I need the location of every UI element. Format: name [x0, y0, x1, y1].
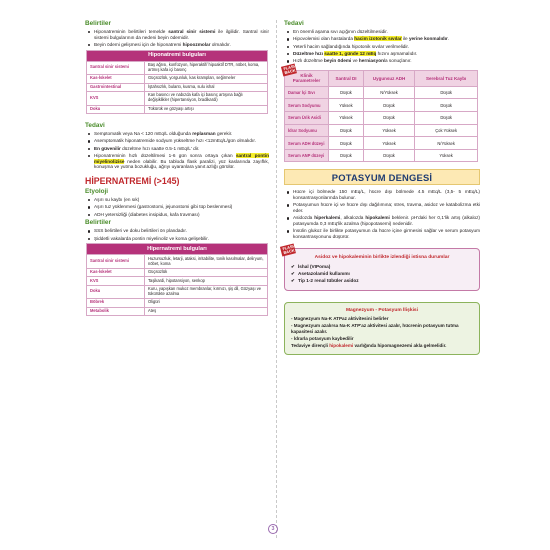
list-item: Beyin ödemi gelişmesi için de hiponatremi hipoozmolar olmalıdır.	[85, 42, 269, 48]
bullet-list	[284, 29, 480, 64]
heading-etyoloji: Etyoloji	[85, 188, 109, 196]
list-item: İnsülin glukoz ile birlikte potasyumun da hücre içine girmesini sağlar ve serum potasyum konsantrasyonunu düşürür.	[284, 228, 480, 239]
box-line: - Magnezyum Na-K ATPaz aktivitesini belirler	[291, 315, 389, 321]
list-item: En önemli aşama sıvı açığının düzeltilmesidir.	[284, 29, 480, 35]
table-row: Metabolik Ateş	[87, 307, 268, 316]
list-item: Hiponatreminin hızlı düzeltilmesi 1-6 gün sonra ortaya çıkan santral pontin miyelinolizise neden olabilir. Bu tabloda flask paralizi, yüz kaslarında zayıflık, konuşma ve yutma bozukluğu, ağrıyı uyaranlara yanıt azlığı görülür.	[85, 153, 269, 170]
table-title: Hiponatremi bulguları	[87, 50, 268, 61]
box-line: Tedaviye dirençli hipokalemi varlığında hipomagnezemi akla gelmelidir.	[291, 342, 447, 348]
magnesium-box-title: Magnezyum - Potasyum İlişkisi	[345, 307, 419, 313]
list-item: En güvenilir düzeltme hızı saatte 0.5-1 mEq/L' dir.	[85, 146, 269, 152]
list-item: ADH yetersizliği (diabetes insipidus, kafa travması)	[85, 212, 269, 218]
bullet-list	[284, 189, 480, 239]
list-item: ✔ Tip 1-2 renal tübüler asidoz	[290, 278, 474, 284]
list-item: Aşırı tuz yüklenmesi (gastrostomi, jejunostomi gibi tüp beslenmesi)	[85, 204, 269, 210]
table-row: Kas-İskelet Güçsüzlük, yorgunluk, kas krampları, seğirmeler	[87, 75, 268, 84]
table-row: Santral sinir sistemi Baş ağrısı, konfüzyon, hiperaktif/ hipoaktif DTR, nöbet, koma, artmış kafa içi basınç	[87, 61, 268, 74]
section-title-hypernatremia: HİPERNATREMİ (>145)	[85, 176, 180, 187]
heading-belirtiler: Belirtiler	[85, 20, 111, 27]
table-header-row: Klinik Parametreler Santral DI Uygunsuz ADH Serebral Tuz Kaybı	[285, 70, 478, 86]
check-list	[290, 264, 474, 284]
bullet-list	[85, 29, 269, 48]
hypernatremia-findings-table	[86, 243, 268, 316]
bullet-list	[85, 131, 269, 170]
list-item: SSS belirtileri ve doku belirtileri ön plandadır.	[85, 228, 269, 234]
comparison-table-wrapper	[282, 63, 480, 163]
flash-back-badge: FLASH BACK	[281, 243, 296, 256]
bullet-list	[85, 197, 269, 217]
table-row: Böbrek Oligüri	[87, 299, 268, 308]
list-item: Asidozda hiperkalemi, alkalozda hipokalemi beklenir. pH'daki her 0,1'lik artış (alkaloz) potasyumda 0,3 mEq'lik azalma (hipopotasemi) nedenidir.	[284, 215, 480, 226]
table-title: Hipernatremi bulguları	[87, 244, 268, 255]
list-item: Aşırı su kaybı (en sık)	[85, 197, 269, 203]
list-item: Hipovolemisi olan hastalarda hacim izotonik sıvılar ile yerine konmalıdır.	[284, 36, 480, 42]
list-item: Yeterli hacim sağlandığında hipotonik sıvılar verilmelidir.	[284, 44, 480, 50]
list-item: Asemptomatik hiponatremide sodyum yükseltme hızı <12mEq/L/gün olmalıdır.	[85, 138, 269, 144]
list-item: Hızlı düzeltme beyin ödemi ve herniasyonla sonuçlanır.	[284, 58, 480, 64]
comparison-table	[284, 70, 478, 163]
table-row: Serum Sodyumu Yüksek Düşük Düşük	[285, 99, 478, 112]
list-item: Düzeltme hızı saatte 1, günde 12 mEq hızını aşmamalıdır.	[284, 51, 480, 57]
exception-box	[281, 243, 480, 291]
heading-tedavi-right: Tedavi	[284, 20, 304, 27]
table-row: Damar İçi Sıvı Düşük N/Yüksek Düşük	[285, 86, 478, 99]
hyponatremia-findings-table	[86, 50, 268, 114]
list-item: Semptomatik veya Na < 120 mEq/L olduğunda replasman gerekir.	[85, 131, 269, 137]
list-item: Potasyumun hücre içi ve hücre dışı dağılımına; stres, travma, asidoz ve katabolizma etki eder.	[284, 202, 480, 213]
list-item: ✔ İshal (VIPoma)	[290, 264, 474, 270]
table-row: Kas-İskelet Güçsüzlük	[87, 268, 268, 277]
bullet-list	[85, 228, 269, 241]
box-line: - Magnezyum azalırsa Na-K ATP'az aktivitesi azalır, hücrenin potasyum tutma kapasitesi azalır.	[291, 322, 459, 334]
right-column	[281, 18, 480, 355]
column-divider	[276, 20, 277, 538]
table-row: Gastrointestinal İştahsızlık, bulantı, kusma, sulu ishal	[87, 83, 268, 92]
potassium-section-banner: POTASYUM DENGESİ	[284, 169, 480, 185]
list-item: ✔ Asetazolamid kullanımı	[290, 271, 474, 277]
table-row: Serum Ürik Asidi Yüksek Düşük Düşük	[285, 112, 478, 125]
table-row: Doku Kuru, yapışkan mukoz membranlar, kırmızı, şiş dil, Gözyaşı ve tükürükte azalma	[87, 285, 268, 298]
flash-back-badge: FLASH BACK	[282, 63, 297, 76]
box-line: - İdrarla potasyum kaybedilir	[291, 335, 354, 341]
magnesium-box	[284, 302, 480, 355]
table-row: Serum ADH düzeyi Düşük Yüksek N/Yüksek	[285, 137, 478, 150]
table-row: Serum ANP düzeyi Düşük Düşük Yüksek	[285, 149, 478, 162]
table-row: Santral sinir sistemi Huzursuzluk, letarji, ataksi, irritabilite, tonik kasılmalar, deliryum, nöbet, koma	[87, 255, 268, 268]
heading-belirtiler-2: Belirtiler	[85, 219, 111, 227]
list-item: Şiddetli vakalarda pontin miyelinoliz ve koma gelişebilir.	[85, 236, 269, 242]
table-row: İdrar Sodyumu Düşük Yüksek Çok Yüksek	[285, 124, 478, 137]
left-column	[85, 18, 269, 320]
page-number: 3	[268, 524, 278, 534]
table-row: Doku Tükürük ve gözyaşı artışı	[87, 105, 268, 114]
list-item: Hiponatreminin belirtileri temelde santral sinir sistemi ile ilgilidir. Santral sinir sistemi bulgularının da nedeni beyin ödemidir.	[85, 29, 269, 40]
table-row: KVS Taşikardi, hipotansiyon, senkop	[87, 277, 268, 286]
table-row: KVS Kan basıncı ve nabızda kafa içi basınç artışına bağlı değişiklikler (hipertansiyon, bradikardi)	[87, 92, 268, 105]
exception-box-title: Asidoz ve hipokaleminin birlikte izlendiği istisna durumlar	[314, 254, 450, 260]
heading-tedavi: Tedavi	[85, 122, 105, 130]
list-item: Hücre içi bölmede 150 mEq/L, hücre dışı bölmede 4.5 mEq/L (3,5- 5 mEq/L) konsantrasyonlarında bulunur.	[284, 189, 480, 200]
